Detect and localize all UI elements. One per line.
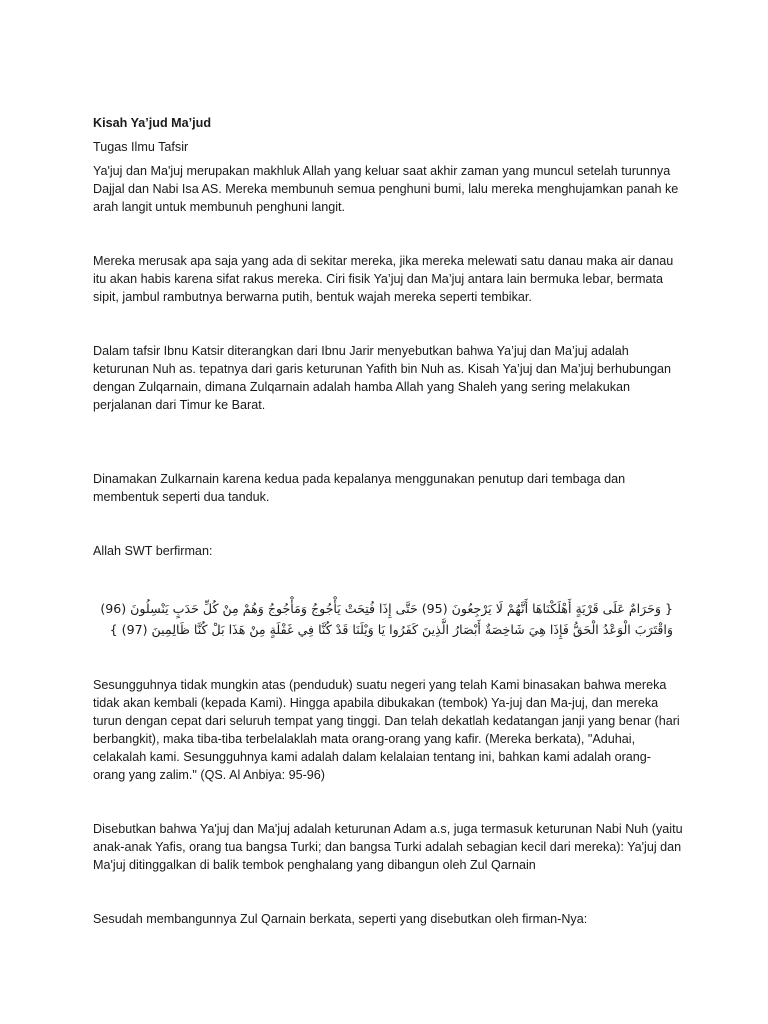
paragraph-3: Dalam tafsir Ibnu Katsir diterangkan dari Ibnu Jarir menyebutkan bahwa Ya’juj dan Ma’juj adalah keturunan Nuh as. tepatnya dari garis keturunan Yafith bin Nuh as. Kisah Ya’juj dan Ma’juj berhubungan dengan Zulqarnain, dimana Zulqarnain adalah hamba Allah yang Shaleh yang sering melakukan perjalanan dari Timur ke Barat. (93, 344, 672, 412)
paragraph-5: Allah SWT berfirman: (93, 544, 213, 558)
spacer (93, 414, 683, 470)
paragraph-4: Dinamakan Zulkarnain karena kedua pada kepalanya menggunakan penutup dari tembaga dan membentuk seperti dua tanduk. (93, 472, 626, 504)
paragraph-6: Sesungguhnya tidak mungkin atas (penduduk) suatu negeri yang telah Kami binasakan bahwa mereka tidak akan kembali (kepada Kami). Hingga apabila dibukakan (tembok) Ya-juj dan Ma-juj, dan mereka turun dengan cepat dari seluruh tempat yang tinggi. Dan telah dekatlah kedatangan janji yang benar (hari berbangkit), maka tiba-tiba terbelalaklah mata orang-orang yang kafir. (Mereka berkata), "Aduhai, celakalah kami. Sesungguhnya kami adalah dalam kelalaian tentang ini, bahkan kami adalah orang-orang yang zalim." (QS. Al Anbiya: 95-96) (93, 678, 680, 782)
document-subtitle: Tugas Ilmu Tafsir (93, 140, 189, 154)
arabic-verse: { وَحَرَامٌ عَلَى قَرْيَةٍ أَهْلَكْنَاهَا أَنَّهُمْ لَا يَرْجِعُونَ (95) حَتَّى إِذَا فُتِحَتْ يَأْجُوجُ وَمَأْجُوجُ وَهُمْ مِنْ كُلِّ حَدَبٍ يَنْسِلُونَ (96) وَاقْتَرَبَ الْوَعْدُ الْحَقُّ فَإِذَا هِيَ شَاخِصَةٌ أَبْصَارُ الَّذِينَ كَفَرُوا يَا وَيْلَنَا قَدْ كُنَّا فِي غَفْلَةٍ مِنْ هَذَا بَلْ كُنَّا ظَالِمِينَ (97) } (100, 601, 673, 637)
document-body (93, 114, 683, 928)
spacer (93, 216, 683, 252)
spacer (93, 874, 683, 910)
spacer (93, 640, 683, 676)
paragraph-8: Sesudah membangunnya Zul Qarnain berkata, seperti yang disebutkan oleh firman-Nya: (93, 912, 588, 926)
spacer (93, 506, 683, 542)
spacer (93, 784, 683, 820)
spacer (93, 560, 683, 596)
paragraph-2: Mereka merusak apa saja yang ada di sekitar mereka, jika mereka melewati satu danau maka air danau itu akan habis karena sifat rakus mereka. Ciri fisik Ya’juj dan Ma’juj antara lain bermuka lebar, bermata sipit, jambul rambutnya berwarna putih, bentuk wajah mereka seperti tembikar. (93, 254, 674, 304)
paragraph-1: Ya'juj dan Ma'juj merupakan makhluk Allah yang keluar saat akhir zaman yang muncul setelah turunnya Dajjal dan Nabi Isa AS. Mereka membunuh semua penghuni bumi, lalu mereka menghujamkan panah ke arah langit untuk membunuh penghuni langit. (93, 164, 679, 214)
spacer (93, 306, 683, 342)
paragraph-7: Disebutkan bahwa Ya'juj dan Ma'juj adalah keturunan Adam a.s, juga termasuk keturunan Nabi Nuh (yaitu anak-anak Yafis, orang tua bangsa Turki; dan bangsa Turki adalah sebagian kecil dari mereka): Ya'juj dan Ma'juj ditinggalkan di balik tembok penghalang yang dibangun oleh Zul Qarnain (93, 822, 683, 872)
document-title: Kisah Ya’jud Ma’jud (93, 116, 212, 130)
